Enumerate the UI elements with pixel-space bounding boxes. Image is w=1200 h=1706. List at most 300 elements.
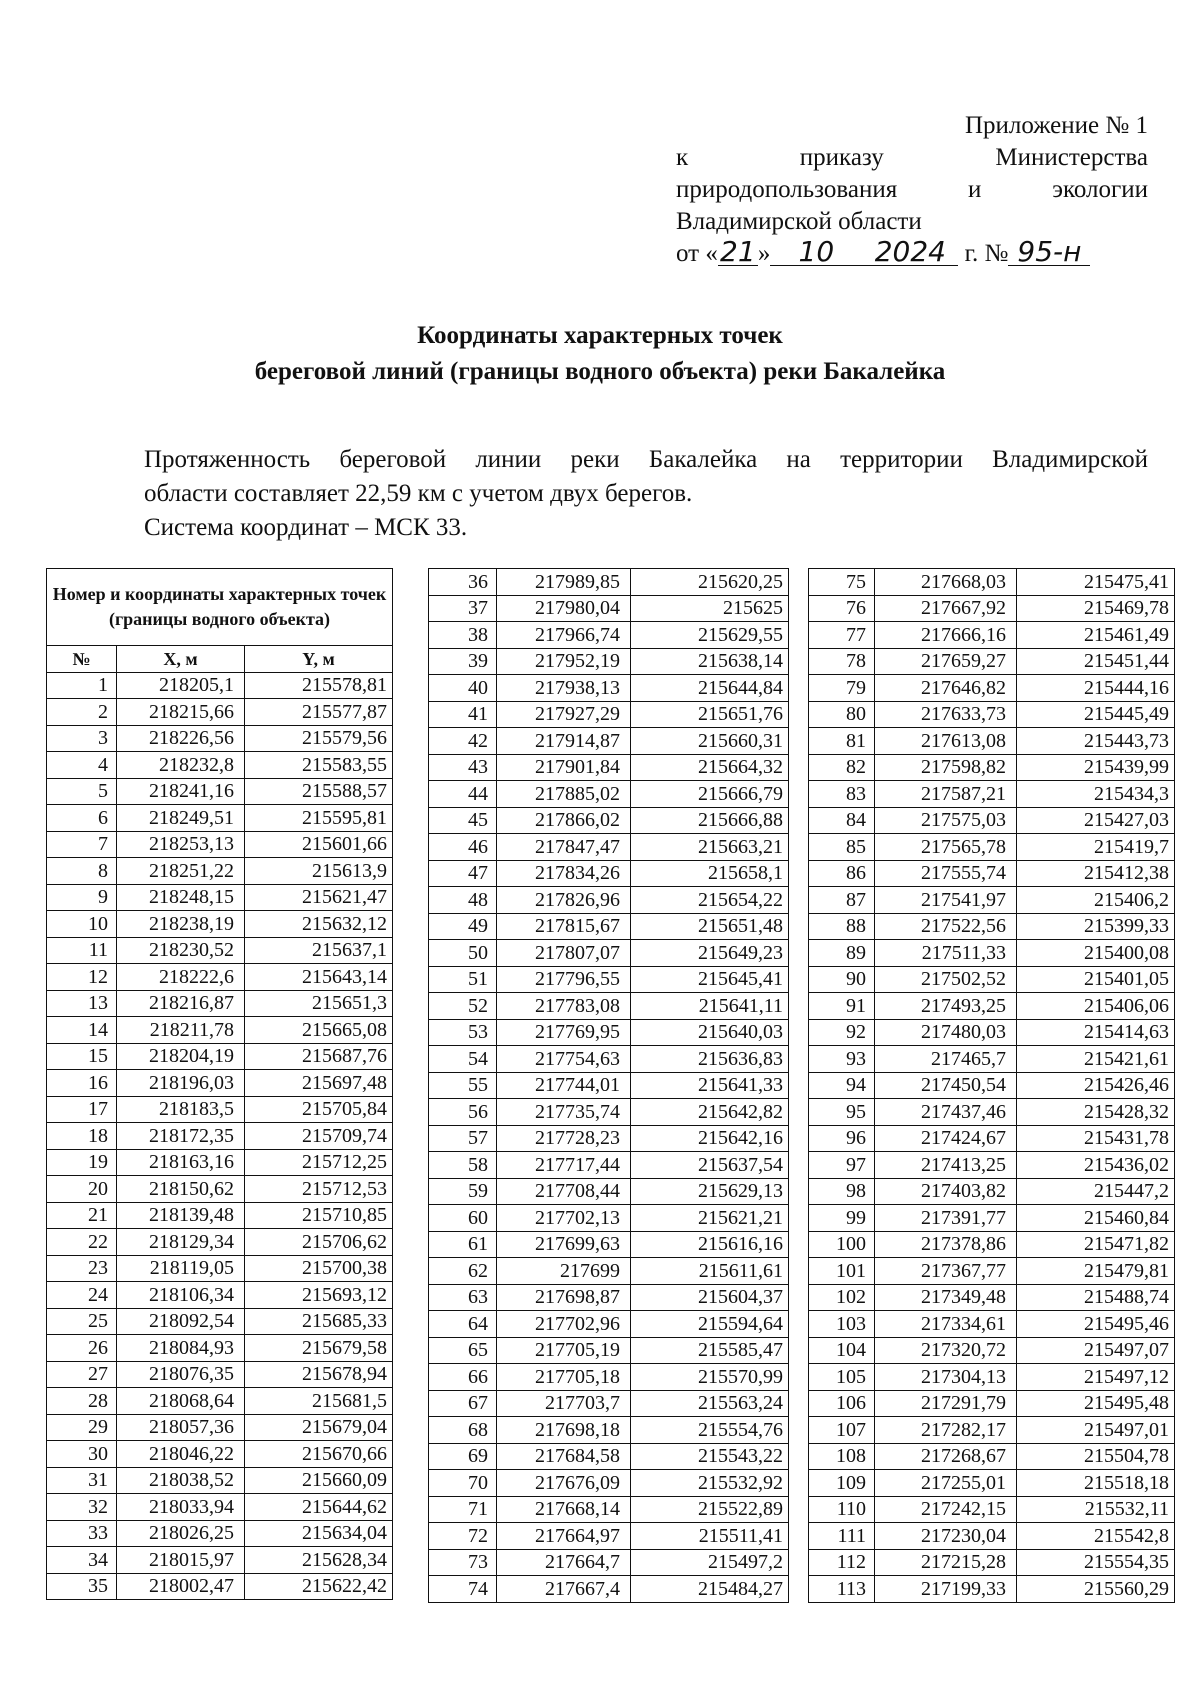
- y-coordinate: 215495,48: [1017, 1390, 1175, 1417]
- point-number: 112: [809, 1549, 875, 1576]
- x-coordinate: 217702,96: [497, 1311, 631, 1338]
- x-coordinate: 218251,22: [117, 858, 245, 885]
- point-number: 56: [429, 1099, 497, 1126]
- x-coordinate: 218215,66: [117, 699, 245, 726]
- table-row: [809, 1311, 1175, 1338]
- point-number: 86: [809, 860, 875, 887]
- table-row: [47, 1467, 393, 1494]
- point-number: 58: [429, 1152, 497, 1179]
- x-coordinate: 218129,34: [117, 1229, 245, 1256]
- point-number: 91: [809, 993, 875, 1020]
- x-coordinate: 218026,25: [117, 1520, 245, 1547]
- point-number: 74: [429, 1576, 497, 1603]
- y-coordinate: 215616,16: [631, 1231, 789, 1258]
- x-coordinate: 218084,93: [117, 1335, 245, 1362]
- y-coordinate: 215419,7: [1017, 834, 1175, 861]
- point-number: 53: [429, 1019, 497, 1046]
- y-coordinate: 215641,11: [631, 993, 789, 1020]
- x-coordinate: 217378,86: [875, 1231, 1017, 1258]
- y-coordinate: 215664,32: [631, 754, 789, 781]
- y-coordinate: 215697,48: [245, 1070, 393, 1097]
- table-row: [429, 648, 789, 675]
- table-row: [809, 1576, 1175, 1603]
- table-row: [47, 1123, 393, 1150]
- y-coordinate: 215543,22: [631, 1443, 789, 1470]
- x-coordinate: 217708,44: [497, 1178, 631, 1205]
- document-title: [0, 318, 1200, 390]
- y-coordinate: 215621,47: [245, 884, 393, 911]
- title-line-1: Координаты характерных точек: [417, 322, 783, 349]
- y-coordinate: 215570,99: [631, 1364, 789, 1391]
- x-coordinate: 217403,82: [875, 1178, 1017, 1205]
- y-coordinate: 215710,85: [245, 1202, 393, 1229]
- table-row: [47, 964, 393, 991]
- appendix-order-line: [676, 142, 1148, 174]
- table-row: [429, 913, 789, 940]
- point-number: 72: [429, 1523, 497, 1550]
- x-coordinate: 218204,19: [117, 1043, 245, 1070]
- table-row: [809, 913, 1175, 940]
- order-number-label: г. №: [964, 240, 1009, 267]
- table-row: [47, 1494, 393, 1521]
- y-coordinate: 215629,13: [631, 1178, 789, 1205]
- table-row: [809, 1072, 1175, 1099]
- point-number: 66: [429, 1364, 497, 1391]
- point-number: 111: [809, 1523, 875, 1550]
- table-row: [429, 1205, 789, 1232]
- y-coordinate: 215585,47: [631, 1337, 789, 1364]
- y-coordinate: 215700,38: [245, 1255, 393, 1282]
- handwritten-year: 2024: [862, 239, 958, 266]
- y-coordinate: 215461,49: [1017, 622, 1175, 649]
- x-coordinate: 217796,55: [497, 966, 631, 993]
- point-number: 67: [429, 1390, 497, 1417]
- y-coordinate: 215399,33: [1017, 913, 1175, 940]
- x-coordinate: 217633,73: [875, 701, 1017, 728]
- x-coordinate: 217735,74: [497, 1099, 631, 1126]
- y-coordinate: 215628,34: [245, 1547, 393, 1574]
- point-number: 48: [429, 887, 497, 914]
- x-coordinate: 217522,56: [875, 913, 1017, 940]
- x-coordinate: 217989,85: [497, 569, 631, 596]
- point-number: 27: [47, 1361, 117, 1388]
- y-coordinate: 215654,22: [631, 887, 789, 914]
- table-caption: Номер и координаты характерных точек (границы водного объекта): [47, 569, 393, 646]
- y-coordinate: 215687,76: [245, 1043, 393, 1070]
- table-row: [47, 752, 393, 779]
- x-coordinate: 217664,97: [497, 1523, 631, 1550]
- point-number: 93: [809, 1046, 875, 1073]
- point-number: 106: [809, 1390, 875, 1417]
- col-header-x: X, м: [117, 646, 245, 673]
- x-coordinate: 217291,79: [875, 1390, 1017, 1417]
- y-coordinate: 215497,01: [1017, 1417, 1175, 1444]
- point-number: 99: [809, 1205, 875, 1232]
- point-number: 12: [47, 964, 117, 991]
- y-coordinate: 215451,44: [1017, 648, 1175, 675]
- intro-text: [144, 443, 1148, 545]
- date-mid: »: [757, 240, 771, 267]
- point-number: 24: [47, 1282, 117, 1309]
- y-coordinate: 215622,42: [245, 1573, 393, 1600]
- table-row: [809, 781, 1175, 808]
- table-row: [429, 1072, 789, 1099]
- x-coordinate: 217598,82: [875, 754, 1017, 781]
- point-number: 95: [809, 1099, 875, 1126]
- point-number: 71: [429, 1496, 497, 1523]
- point-number: 13: [47, 990, 117, 1017]
- point-number: 85: [809, 834, 875, 861]
- x-coordinate: 218226,56: [117, 725, 245, 752]
- intro-line-1: Протяженность береговой линии реки Бакалейка на территории Владимирской: [144, 446, 1148, 473]
- y-coordinate: 215444,16: [1017, 675, 1175, 702]
- y-coordinate: 215637,54: [631, 1152, 789, 1179]
- y-coordinate: 215601,66: [245, 831, 393, 858]
- point-number: 46: [429, 834, 497, 861]
- y-coordinate: 215445,49: [1017, 701, 1175, 728]
- point-number: 29: [47, 1414, 117, 1441]
- table-row: [809, 1496, 1175, 1523]
- table-row: [47, 1573, 393, 1600]
- x-coordinate: 217885,02: [497, 781, 631, 808]
- y-coordinate: 215532,92: [631, 1470, 789, 1497]
- table-row: [429, 781, 789, 808]
- x-coordinate: 217646,82: [875, 675, 1017, 702]
- y-coordinate: 215475,41: [1017, 569, 1175, 596]
- table-row: [429, 860, 789, 887]
- y-coordinate: 215578,81: [245, 672, 393, 699]
- point-number: 14: [47, 1017, 117, 1044]
- table-row: [429, 1231, 789, 1258]
- x-coordinate: 217705,18: [497, 1364, 631, 1391]
- appendix-label: Приложение № 1: [964, 112, 1148, 139]
- table-row: [47, 990, 393, 1017]
- x-coordinate: 217320,72: [875, 1337, 1017, 1364]
- point-number: 9: [47, 884, 117, 911]
- point-number: 84: [809, 807, 875, 834]
- table-row: [429, 1364, 789, 1391]
- y-coordinate: 215625: [631, 595, 789, 622]
- x-coordinate: 217927,29: [497, 701, 631, 728]
- x-coordinate: 217391,77: [875, 1205, 1017, 1232]
- point-number: 41: [429, 701, 497, 728]
- point-number: 19: [47, 1149, 117, 1176]
- table-row: [429, 728, 789, 755]
- table-row: [429, 1390, 789, 1417]
- x-coordinate: 218238,19: [117, 911, 245, 938]
- x-coordinate: 217668,03: [875, 569, 1017, 596]
- x-coordinate: 217437,46: [875, 1099, 1017, 1126]
- y-coordinate: 215637,1: [245, 937, 393, 964]
- y-coordinate: 215611,61: [631, 1258, 789, 1285]
- x-coordinate: 217698,87: [497, 1284, 631, 1311]
- x-coordinate: 217668,14: [497, 1496, 631, 1523]
- x-coordinate: 217834,26: [497, 860, 631, 887]
- y-coordinate: 215427,03: [1017, 807, 1175, 834]
- handwritten-day: 21: [718, 239, 758, 266]
- point-number: 40: [429, 675, 497, 702]
- table-row: [429, 1523, 789, 1550]
- table-row: [47, 1070, 393, 1097]
- point-number: 31: [47, 1467, 117, 1494]
- table-row: [47, 1176, 393, 1203]
- y-coordinate: 215497,07: [1017, 1337, 1175, 1364]
- table-row: [809, 1523, 1175, 1550]
- point-number: 28: [47, 1388, 117, 1415]
- point-number: 11: [47, 937, 117, 964]
- x-coordinate: 218196,03: [117, 1070, 245, 1097]
- y-coordinate: 215613,9: [245, 858, 393, 885]
- point-number: 98: [809, 1178, 875, 1205]
- point-number: 73: [429, 1549, 497, 1576]
- x-coordinate: 217666,16: [875, 622, 1017, 649]
- table-row: [429, 993, 789, 1020]
- table-row: [809, 728, 1175, 755]
- point-number: 96: [809, 1125, 875, 1152]
- y-coordinate: 215681,5: [245, 1388, 393, 1415]
- point-number: 92: [809, 1019, 875, 1046]
- point-number: 82: [809, 754, 875, 781]
- x-coordinate: 217555,74: [875, 860, 1017, 887]
- table-row: [809, 1231, 1175, 1258]
- y-coordinate: 215636,83: [631, 1046, 789, 1073]
- point-number: 75: [809, 569, 875, 596]
- table-row: [47, 831, 393, 858]
- table-row: [429, 622, 789, 649]
- y-coordinate: 215497,2: [631, 1549, 789, 1576]
- x-coordinate: 217826,96: [497, 887, 631, 914]
- x-coordinate: 217807,07: [497, 940, 631, 967]
- table-row: [47, 1229, 393, 1256]
- y-coordinate: 215665,08: [245, 1017, 393, 1044]
- x-coordinate: 217664,7: [497, 1549, 631, 1576]
- y-coordinate: 215666,88: [631, 807, 789, 834]
- y-coordinate: 215709,74: [245, 1123, 393, 1150]
- table-row: [809, 1099, 1175, 1126]
- y-coordinate: 215651,48: [631, 913, 789, 940]
- point-number: 7: [47, 831, 117, 858]
- x-coordinate: 217699: [497, 1258, 631, 1285]
- point-number: 94: [809, 1072, 875, 1099]
- table-row: [809, 1152, 1175, 1179]
- point-number: 30: [47, 1441, 117, 1468]
- table-row: [47, 884, 393, 911]
- y-coordinate: 215649,23: [631, 940, 789, 967]
- x-coordinate: 218002,47: [117, 1573, 245, 1600]
- table-row: [809, 675, 1175, 702]
- x-coordinate: 217242,15: [875, 1496, 1017, 1523]
- y-coordinate: 215643,14: [245, 964, 393, 991]
- table-row: [809, 1417, 1175, 1444]
- point-number: 5: [47, 778, 117, 805]
- x-coordinate: 217703,7: [497, 1390, 631, 1417]
- y-coordinate: 215629,55: [631, 622, 789, 649]
- table-row: [429, 1417, 789, 1444]
- point-number: 79: [809, 675, 875, 702]
- table-row: [809, 595, 1175, 622]
- table-row: [429, 966, 789, 993]
- x-coordinate: 217613,08: [875, 728, 1017, 755]
- point-number: 4: [47, 752, 117, 779]
- table-row: [429, 1311, 789, 1338]
- table-row: [809, 1549, 1175, 1576]
- point-number: 17: [47, 1096, 117, 1123]
- appendix-word: Министерства: [995, 144, 1148, 171]
- x-coordinate: 218106,34: [117, 1282, 245, 1309]
- point-number: 1: [47, 672, 117, 699]
- title-line-2: береговой линий (границы водного объекта) реки Бакалейка: [254, 358, 946, 385]
- x-coordinate: 218057,36: [117, 1414, 245, 1441]
- table-row: [47, 937, 393, 964]
- x-coordinate: 217728,23: [497, 1125, 631, 1152]
- point-number: 78: [809, 648, 875, 675]
- x-coordinate: 218038,52: [117, 1467, 245, 1494]
- x-coordinate: 217413,25: [875, 1152, 1017, 1179]
- x-coordinate: 217901,84: [497, 754, 631, 781]
- x-coordinate: 218248,15: [117, 884, 245, 911]
- y-coordinate: 215406,06: [1017, 993, 1175, 1020]
- point-number: 23: [47, 1255, 117, 1282]
- x-coordinate: 218232,8: [117, 752, 245, 779]
- appendix-header: [676, 110, 1148, 270]
- table-row: [429, 1470, 789, 1497]
- table-row: [429, 1443, 789, 1470]
- x-coordinate: 218216,87: [117, 990, 245, 1017]
- x-coordinate: 217480,03: [875, 1019, 1017, 1046]
- table-row: [47, 1202, 393, 1229]
- x-coordinate: 218033,94: [117, 1494, 245, 1521]
- y-coordinate: 215488,74: [1017, 1284, 1175, 1311]
- x-coordinate: 218230,52: [117, 937, 245, 964]
- table-row: [809, 1284, 1175, 1311]
- x-coordinate: 217744,01: [497, 1072, 631, 1099]
- intro-line-2: области составляет 22,59 км с учетом двух берегов.: [144, 480, 693, 507]
- x-coordinate: 218076,35: [117, 1361, 245, 1388]
- table-row: [809, 1258, 1175, 1285]
- y-coordinate: 215651,76: [631, 701, 789, 728]
- y-coordinate: 215469,78: [1017, 595, 1175, 622]
- x-coordinate: 217424,67: [875, 1125, 1017, 1152]
- coordinates-table-1: [46, 568, 393, 1600]
- x-coordinate: 218253,13: [117, 831, 245, 858]
- x-coordinate: 217230,04: [875, 1523, 1017, 1550]
- table-row: [47, 1547, 393, 1574]
- table-row: [47, 1308, 393, 1335]
- y-coordinate: 215621,21: [631, 1205, 789, 1232]
- y-coordinate: 215583,55: [245, 752, 393, 779]
- point-number: 60: [429, 1205, 497, 1232]
- y-coordinate: 215560,29: [1017, 1576, 1175, 1603]
- table-row: [429, 754, 789, 781]
- point-number: 87: [809, 887, 875, 914]
- y-coordinate: 215554,35: [1017, 1549, 1175, 1576]
- table-row: [809, 887, 1175, 914]
- appendix-word: и: [968, 176, 982, 203]
- point-number: 59: [429, 1178, 497, 1205]
- point-number: 32: [47, 1494, 117, 1521]
- table-row: [429, 675, 789, 702]
- table-row: [809, 1125, 1175, 1152]
- y-coordinate: 215712,53: [245, 1176, 393, 1203]
- point-number: 18: [47, 1123, 117, 1150]
- point-number: 47: [429, 860, 497, 887]
- point-number: 101: [809, 1258, 875, 1285]
- y-coordinate: 215640,03: [631, 1019, 789, 1046]
- y-coordinate: 215594,64: [631, 1311, 789, 1338]
- point-number: 104: [809, 1337, 875, 1364]
- table-row: [47, 1441, 393, 1468]
- x-coordinate: 217667,92: [875, 595, 1017, 622]
- y-coordinate: 215588,57: [245, 778, 393, 805]
- x-coordinate: 218163,16: [117, 1149, 245, 1176]
- col-header-number: №: [47, 646, 117, 673]
- x-coordinate: 217783,08: [497, 993, 631, 1020]
- table-row: [429, 1258, 789, 1285]
- x-coordinate: 217847,47: [497, 834, 631, 861]
- point-number: 63: [429, 1284, 497, 1311]
- handwritten-month: 10: [770, 239, 862, 266]
- point-number: 90: [809, 966, 875, 993]
- table-row: [809, 1019, 1175, 1046]
- x-coordinate: 217754,63: [497, 1046, 631, 1073]
- table-row: [429, 595, 789, 622]
- point-number: 105: [809, 1364, 875, 1391]
- x-coordinate: 217698,18: [497, 1417, 631, 1444]
- x-coordinate: 217952,19: [497, 648, 631, 675]
- table-row: [47, 858, 393, 885]
- point-number: 65: [429, 1337, 497, 1364]
- table-row: [47, 1149, 393, 1176]
- handwritten-order-number: 95-н: [1008, 239, 1090, 266]
- x-coordinate: 217541,97: [875, 887, 1017, 914]
- y-coordinate: 215679,04: [245, 1414, 393, 1441]
- y-coordinate: 215604,37: [631, 1284, 789, 1311]
- point-number: 3: [47, 725, 117, 752]
- point-number: 15: [47, 1043, 117, 1070]
- y-coordinate: 215679,58: [245, 1335, 393, 1362]
- x-coordinate: 217866,02: [497, 807, 631, 834]
- point-number: 80: [809, 701, 875, 728]
- x-coordinate: 217255,01: [875, 1470, 1017, 1497]
- table-row: [809, 940, 1175, 967]
- table-row: [809, 701, 1175, 728]
- point-number: 68: [429, 1417, 497, 1444]
- y-coordinate: 215412,38: [1017, 860, 1175, 887]
- table-row: [47, 805, 393, 832]
- x-coordinate: 217676,09: [497, 1470, 631, 1497]
- y-coordinate: 215644,62: [245, 1494, 393, 1521]
- table-row: [809, 754, 1175, 781]
- y-coordinate: 215693,12: [245, 1282, 393, 1309]
- table-row: [809, 860, 1175, 887]
- x-coordinate: 218222,6: [117, 964, 245, 991]
- point-number: 109: [809, 1470, 875, 1497]
- y-coordinate: 215634,04: [245, 1520, 393, 1547]
- table-row: [47, 1414, 393, 1441]
- table-row: [47, 1335, 393, 1362]
- appendix-word: к: [676, 144, 689, 171]
- x-coordinate: 217199,33: [875, 1576, 1017, 1603]
- x-coordinate: 217667,4: [497, 1576, 631, 1603]
- x-coordinate: 218211,78: [117, 1017, 245, 1044]
- x-coordinate: 217502,52: [875, 966, 1017, 993]
- y-coordinate: 215554,76: [631, 1417, 789, 1444]
- table-row: [47, 1520, 393, 1547]
- y-coordinate: 215443,73: [1017, 728, 1175, 755]
- x-coordinate: 217769,95: [497, 1019, 631, 1046]
- point-number: 83: [809, 781, 875, 808]
- table-row: [429, 1178, 789, 1205]
